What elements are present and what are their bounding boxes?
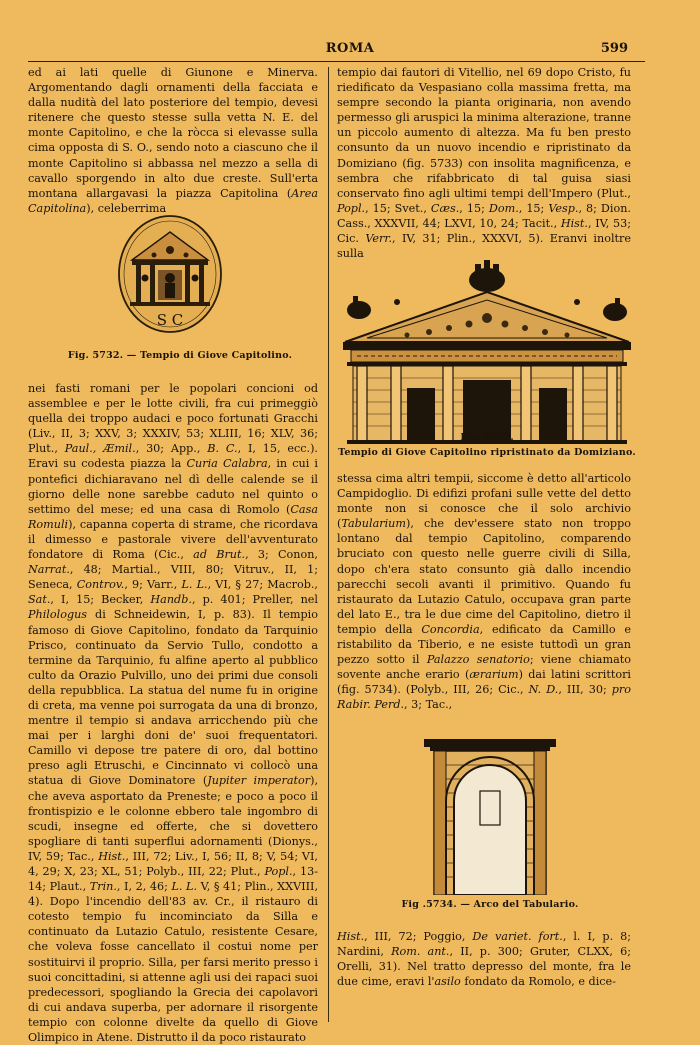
arch-illustration xyxy=(420,739,560,895)
paragraph: tempio dai fautori di Vitellio, nel 69 dopo Cristo, fu riedificato da Vespasiano colla massima fretta, ma sempre secondo la pianta originaria, non avendo permesso gli aruspici la minima alterazione, tranne un piccolo aumento di altezza. Ma fu ben presto consunto da un nuovo incendio e ripristinato da Domiziano (fig. 5733) con insolita magnificenza, e sembra che rifabbricato di tal guisa siasi conservato fino agli ultimi tempi dell'Impero (Plut., Popl., 15; Svet., Cæs., 15; Dom., 15; Vesp., 8; Dion. Cass., XXXVII, 44; LXVI, 10, 24; Tacit., Hist., IV, 53; Cic. Verr., IV, 31; Plin., XXXVI, 5). Eranvi inoltre sulla xyxy=(337,66,631,261)
figure-number: Fig. 5733. xyxy=(460,432,514,443)
coin-image xyxy=(110,212,245,340)
page-header xyxy=(0,41,700,61)
header-rule xyxy=(28,61,645,62)
coin-inscription: S C xyxy=(156,311,184,329)
figure-caption: Fig. 5732. — Tempio di Giove Capitolino. xyxy=(67,350,293,361)
figure-5732 xyxy=(67,212,293,361)
left-column-top xyxy=(28,65,318,216)
column-divider xyxy=(328,67,329,1022)
paragraph: Hist., III, 72; Poggio, De variet. fort., l. I, p. 8; Nardini, Rom. ant., II, p. 300; Gruter, CLXX, 6; Orelli, 31). Nel tratto depresso del monte, fra le due cime, eravi l'asilo fondato da Romolo, e dice- xyxy=(337,930,631,989)
paragraph: ed ai lati quelle di Giunone e Minerva. Argomentando dagli ornamenti della facciata e dalla nudità del lato posteriore del tempio, devesi ritenere che questo stesse sulla vetta N. E. del monte Capitolino, e che la ròcca si elevasse sulla cima opposta di S. O., sendo noto a ciascuno che il monte Capitolino si abbassa nel mezzo a sella di cavallo sporgendo in alto due creste. Sull'erta montana allargavasi la piazza Capitolina (Area Capitolina), celeberrima xyxy=(28,66,318,215)
figure-5733 xyxy=(337,252,637,458)
left-column-bottom xyxy=(28,381,318,1045)
figure-5734 xyxy=(401,739,579,910)
paragraph: nei fasti romani per le popolari concioni od assemblee e per le lotte civili, fra cui primeggiò quella dei troppo audaci e poco fortunati Gracchi (Liv., II, 3; XXV, 3; XXXIV, 53; XLIII, 16; XLV, 36; Plut., Paul., Æmil., 30; App., B. C., I, 15, ecc.). Eravi su codesta piazza la Curia Calabra, in cui i pontefici dichiaravano nel dì delle calende se il giorno delle none sarebbe caduto nel quinto o settimo del mese; ed una casa di Romolo (Casa Romuli), capanna coperta di strame, che ricordava il dimesso e pastorale vivere dell'avventurato fondatore di Roma (Cic., ad Brut., 3; Conon, Narrat., 48; Martial., VIII, 80; Vitruv., II, 1; Seneca, Controv., 9; Varr., L. L., VI, § 27; Macrob., Sat., I, 15; Becker, Handb., p. 401; Preller, nel Philologus di Schneidewin, I, p. 83). Il tempio famoso di Giove Capitolino, fondato da Tarquinio Prisco, continuato da Servio Tullo, condotto a termine da Tarquinio, fu alfine aperto al pubblico culto da Orazio Pulvillo, uno dei primi due consoli della repubblica. La statua del nume fu in origine di creta, ma venne poi surrogata da una di bronzo, mentre il tempio si andava arricchendo più che mai per i larghi doni de' suoi frequentatori. Camillo vi depose tre patere di oro, dal bottino preso agli Etruschi, e Cincinnato vi collocò una statua di Giove Dominatore (Jupiter imperator), che aveva asportato da Preneste; e poco a poco il frontispizio e le colonne ebbero tale ingombro di scudi, insegne ed offerte, che si dovettero spogliare di tanti superflui adornamenti (Dionys., IV, 59; Tac., Hist., III, 72; Liv., I, 56; II, 8; V, 54; VI, 4, 29; X, 23; XL, 51; Polyb., III, 22; Plut., Popl., 13-14; Plaut., Trin., I, 2, 46; L. L. V, § 41; Plin., XXVIII, 4). Dopo l'incendio dell'83 av. Cr., il ristauro di cotesto tempio fu incominciato da Silla e continuato da Lutazio Catulo, resistente Cesare, che voleva fosse cancellato il costui nome per sostituirvi il proprio. Silla, per farsi merito presso i suoi concittadini, si attenne agli usi dei rapaci suoi predecessori, spogliando la Grecia dei capolavori di cui andava superba, per adornare il risorgente tempio con colonne divelte da quello di Giove Olimpico in Atene. Distrutto il da poco ristaurato xyxy=(28,382,319,1045)
running-title: ROMA xyxy=(325,41,375,56)
paragraph: stessa cima altri tempii, siccome è detto all'articolo Campidoglio. Di edifizi profani sulle vette del detto monte non si conosce che il solo archivio (Tabularium), che dev'essere stato non troppo lontano dal tempio Capitolino, comparendo bruciato con questo nelle guerre civili di Silla, dopo ch'era stato consunto già dallo incendio parecchi secoli avanti il primitivo. Quando fu ristaurato da Lutazio Catulo, occupava gran parte del lato E., tra le due cime del Capitolino, dietro il tempio della Concordia, edificato da Camillo e ristabilito da Tiberio, e ne esiste tuttodì un gran pezzo sotto il Palazzo senatorio; viene chiamato sovente anche erario (ærarium) dai latini scrittori (fig. 5734). (Polyb., III, 26; Cic., N. D., III, 30; pro Rabir. Perd., 3; Tac., xyxy=(337,472,632,712)
page-number: 599 xyxy=(600,41,628,56)
figure-caption: Tempio di Giove Capitolino ripristinato da Domiziano. xyxy=(338,447,636,458)
right-column-top xyxy=(337,65,631,261)
right-column-bottom xyxy=(337,929,631,989)
right-column-middle xyxy=(337,471,631,713)
figure-caption: Fig .5734. — Arco del Tabulario. xyxy=(401,899,579,910)
temple-illustration xyxy=(337,252,637,447)
